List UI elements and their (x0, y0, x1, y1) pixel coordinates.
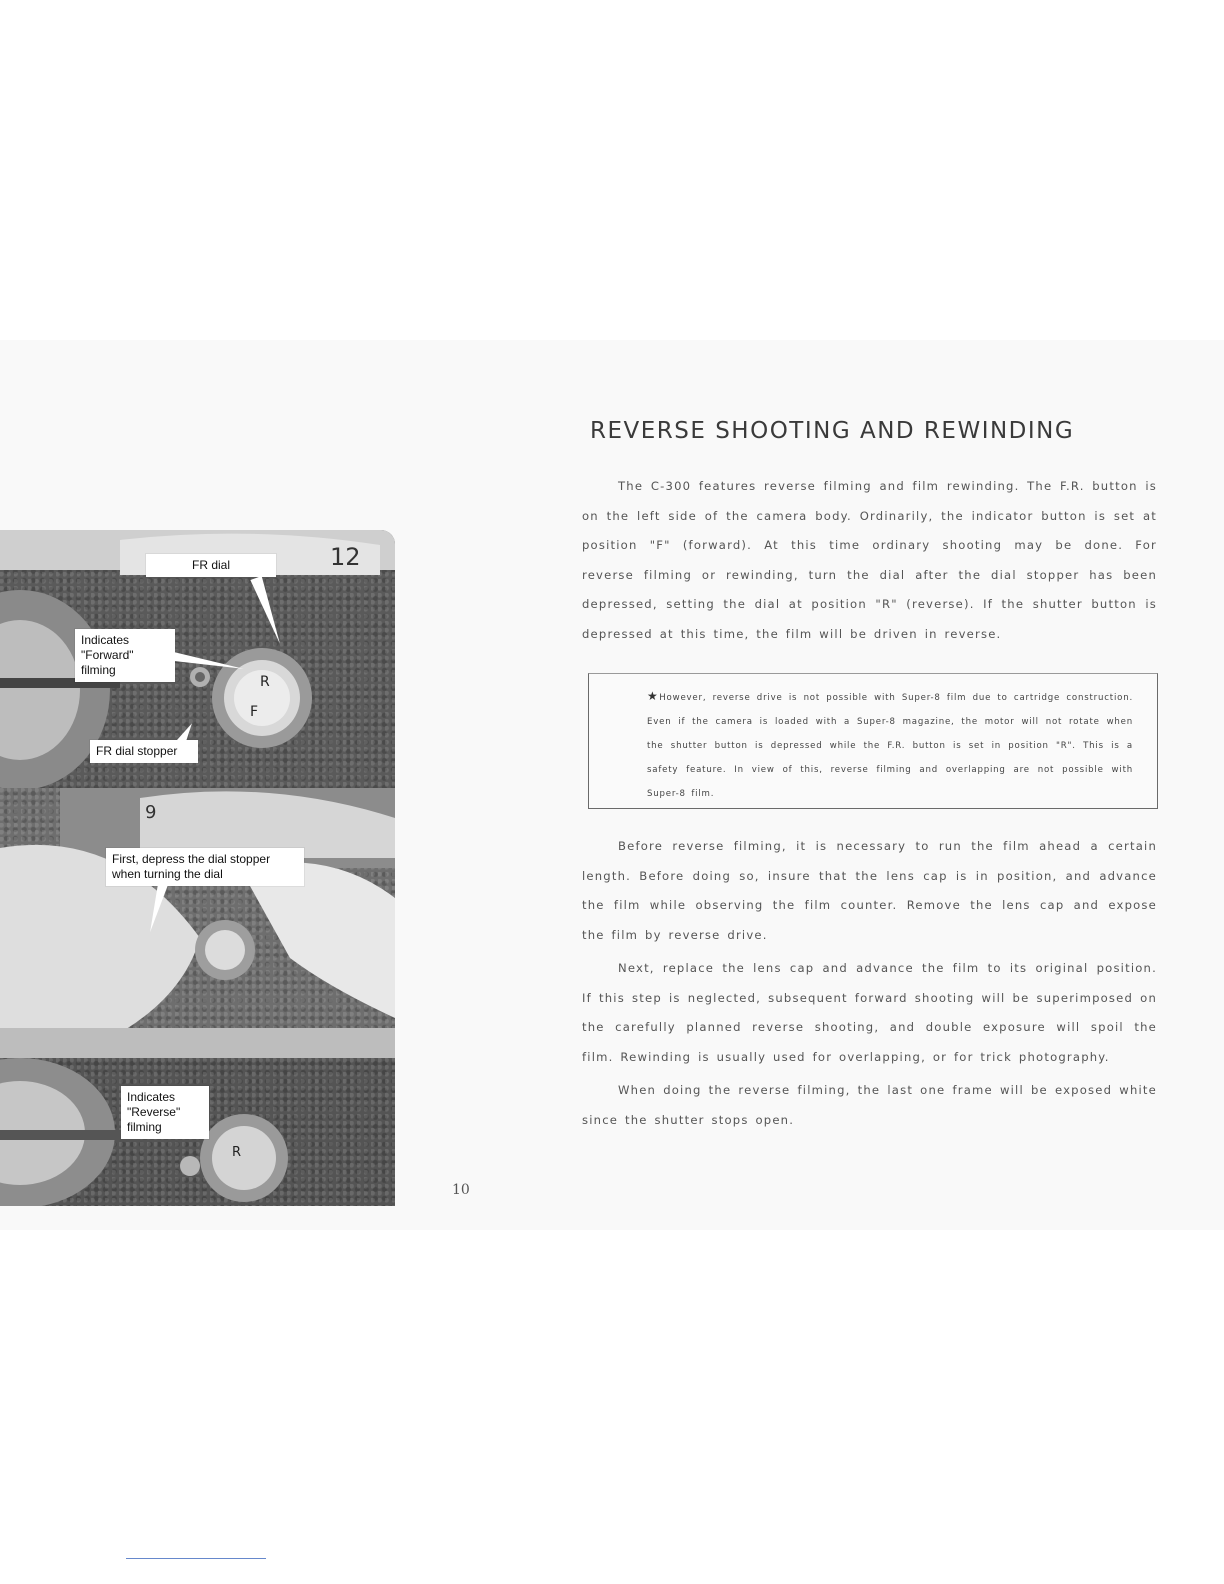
super8-note-text: However, reverse drive is not possible with Super-8 film due to cartridge construction. Even if the camera is loaded with a Super-8 magazine, the motor will not rotate when the shutter button is depressed while the F.R. button is set in position "R". This is a safety feature. In view of this, reverse filming and overlapping are not possible with Super-8 film. (647, 693, 1133, 799)
callout-fr-dial: FR dial (146, 554, 276, 577)
dial-letter-f: F (250, 704, 259, 720)
super8-note (589, 674, 1157, 806)
body-paragraph-4: When doing the reverse filming, the last one frame will be exposed white since the shutter stops open. (582, 1083, 1157, 1127)
body-paragraph-3: Next, replace the lens cap and advance the film to its original position. If this step is neglected, subsequent forward shooting will be superimposed on the carefully planned reverse shooting, and double exposure will spoil the film. Rewinding is usually used for overlapping, or for trick photography. (582, 961, 1157, 1064)
camera-photo-bottom (0, 1058, 395, 1206)
body-paragraph-2: Before reverse filming, it is necessary to run the film ahead a certain length. Before doing so, insure that the lens cap is in position, and advance the film while observing the film counter. Remove the lens cap and expose the film by reverse drive. (582, 839, 1157, 942)
star-icon: ★ (647, 689, 660, 703)
footer-rule (126, 1558, 266, 1559)
counter-number-12: 12 (330, 543, 361, 571)
callout-depress-stopper: First, depress the dial stopper when turning the dial (106, 848, 304, 886)
camera-photo-middle (0, 788, 395, 1058)
depress-stopper-illustration (0, 788, 395, 1058)
super8-note-box (588, 673, 1158, 809)
counter-number-9: 9 (145, 802, 157, 823)
dial-letter-r: R (260, 674, 270, 690)
page-title: REVERSE SHOOTING AND REWINDING (590, 418, 1075, 444)
page-number: 10 (452, 1182, 470, 1198)
callout-indicates-reverse: Indicates "Reverse" filming (121, 1086, 209, 1139)
manual-spread (0, 340, 1224, 1230)
body-paragraph-1: The C-300 features reverse filming and film rewinding. The F.R. button is on the left side of the camera body. Ordinarily, the indicator button is set at position "F" (forward). At this time ordinary shooting may be done. For reverse filming or rewinding, turn the dial after the dial stopper has been depressed, setting the dial at position "R" (reverse). If the shutter button is depressed at this time, the film will be driven in reverse. (582, 479, 1157, 641)
camera-photo-top (0, 530, 395, 788)
callout-fr-dial-stopper: FR dial stopper (90, 740, 198, 763)
dial-letter-r-bottom: R (232, 1145, 242, 1160)
callout-indicates-forward: Indicates "Forward" filming (75, 629, 175, 682)
